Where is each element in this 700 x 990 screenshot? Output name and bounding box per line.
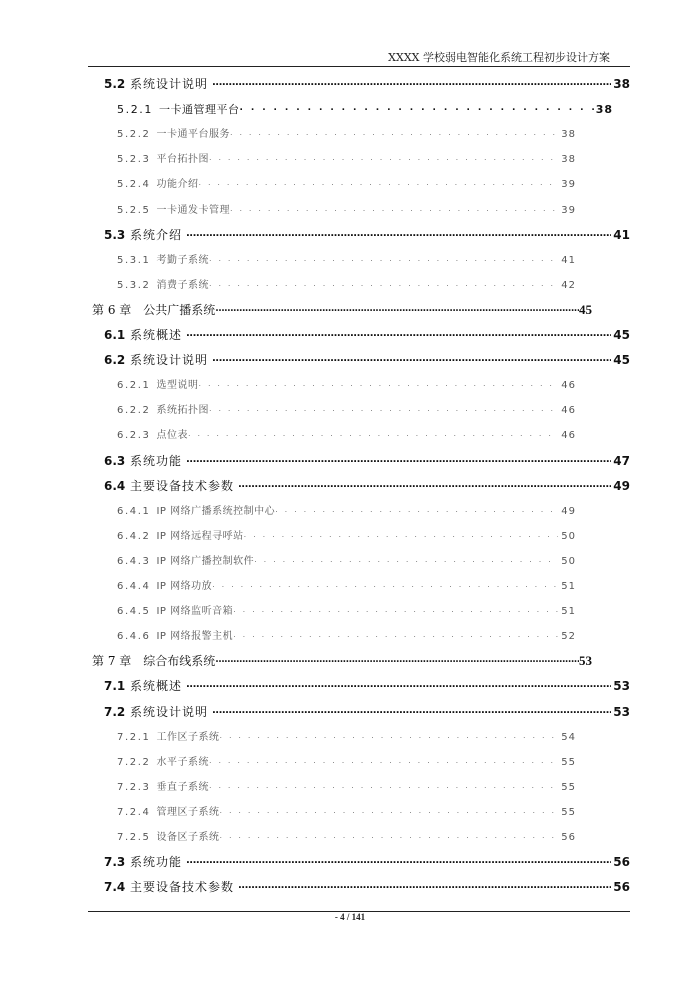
toc-dot-leader <box>244 528 558 542</box>
toc-entry-title: 选型说明 <box>156 380 199 392</box>
toc-dot-leader <box>215 653 579 667</box>
toc-entry-number: 5.3.1 <box>117 254 151 266</box>
toc-entry[interactable] <box>117 547 576 567</box>
toc-dot-leader <box>238 879 611 893</box>
toc-entry-page: 50 <box>561 530 576 542</box>
toc-entry-page: 39 <box>561 179 576 191</box>
toc-dot-leader <box>198 377 558 391</box>
toc-entry-title: 系统设计说明 <box>130 704 209 719</box>
toc-entry[interactable] <box>117 396 576 416</box>
toc-entry-title: 公共广播系统 <box>143 302 216 317</box>
toc-entry-page: 38 <box>595 103 613 117</box>
toc-entry-page: 38 <box>613 77 630 91</box>
toc-entry[interactable] <box>117 145 576 165</box>
toc-dot-leader <box>212 578 558 592</box>
toc-entry-number: 6.4.5 <box>117 606 151 618</box>
toc-entry-page: 41 <box>561 254 576 266</box>
toc-entry-number: 6.2 <box>104 353 126 368</box>
toc-entry-page: 56 <box>613 855 630 870</box>
toc-entry-title: IP 网络功放 <box>156 581 213 592</box>
toc-entry-number: 6.2.2 <box>117 405 151 417</box>
toc-entry-title: 系统概述 <box>130 328 183 342</box>
toc-entry-page: 47 <box>613 453 630 468</box>
toc-entry-title: 一卡通发卡管理 <box>156 204 230 216</box>
toc-entry-number: 7.4 <box>104 880 126 895</box>
toc-dot-leader <box>209 754 558 768</box>
toc-entry[interactable] <box>117 371 576 391</box>
toc-entry-number: 5.3.2 <box>117 279 151 291</box>
toc-entry-number: 5.2.2 <box>117 129 151 141</box>
toc-entry-number: 7.2.5 <box>117 832 151 843</box>
toc-dot-leader <box>215 302 579 316</box>
toc-entry[interactable] <box>117 522 576 542</box>
toc-entry[interactable] <box>117 246 576 266</box>
toc-dot-leader <box>230 126 558 140</box>
toc-entry-title: 平台拓扑图 <box>156 154 209 166</box>
toc-entry-number: 5.2.3 <box>117 154 151 166</box>
toc-entry-page: 55 <box>561 781 576 793</box>
toc-entry-number: 6.4.6 <box>117 631 151 643</box>
toc-entry-number: 6.3 <box>104 453 126 468</box>
toc-dot-leader <box>219 829 558 843</box>
toc-entry-title: 管理区子系统 <box>156 806 220 818</box>
toc-entry-number: 6.4 <box>104 478 126 493</box>
toc-entry[interactable] <box>104 221 630 241</box>
toc-dot-leader <box>240 101 596 115</box>
toc-entry-title: 水平子系统 <box>156 756 209 768</box>
toc-entry-title: 主要设备技术参数 <box>130 880 235 895</box>
toc-entry-page: 46 <box>561 380 576 392</box>
toc-entry-title: 考勤子系统 <box>156 254 209 266</box>
toc-entry-page: 55 <box>561 806 576 818</box>
toc-dot-leader <box>186 854 611 868</box>
toc-entry-number: 7.2.3 <box>117 781 151 793</box>
toc-dot-leader <box>209 402 558 416</box>
toc-dot-leader <box>209 252 558 266</box>
toc-entry[interactable] <box>104 672 630 692</box>
toc-entry[interactable] <box>117 170 576 190</box>
toc-entry-number: 5.2.5 <box>117 204 151 216</box>
toc-entry-page: 55 <box>561 756 576 768</box>
toc-dot-leader <box>233 603 558 617</box>
toc-entry-page: 52 <box>561 631 576 643</box>
toc-dot-leader <box>275 503 558 517</box>
toc-entry-number: 7.1 <box>104 679 126 694</box>
toc-dot-leader <box>212 352 611 366</box>
toc-dot-leader <box>198 176 558 190</box>
toc-entry-page: 51 <box>561 581 576 592</box>
toc-entry[interactable] <box>104 698 630 718</box>
toc-entry-title: IP 网络监听音箱 <box>156 606 234 618</box>
toc-entry-title: 系统功能 <box>130 453 183 468</box>
toc-entry-page: 38 <box>561 129 576 141</box>
toc-dot-leader <box>209 277 558 291</box>
toc-dot-leader <box>186 453 611 467</box>
toc-entry[interactable] <box>92 296 592 316</box>
toc-entry-page: 56 <box>613 880 630 895</box>
toc-entry[interactable] <box>117 271 576 291</box>
toc-dot-leader <box>186 227 611 241</box>
toc-entry[interactable] <box>117 95 613 115</box>
toc-dot-leader <box>230 202 558 216</box>
toc-dot-leader <box>238 478 611 492</box>
toc-dot-leader <box>233 628 558 642</box>
toc-dot-leader <box>212 76 611 90</box>
toc-entry-number: 5.2.1 <box>117 103 153 117</box>
header-rule <box>88 66 630 67</box>
toc-dot-leader <box>186 327 611 341</box>
toc-entry-page: 53 <box>613 679 630 694</box>
toc-entry-number: 6.4.4 <box>117 581 151 592</box>
toc-entry[interactable] <box>104 447 630 467</box>
toc-dot-leader <box>219 804 558 818</box>
toc-entry-page: 46 <box>561 405 576 417</box>
toc-dot-leader <box>209 151 558 165</box>
toc-entry[interactable] <box>104 346 630 366</box>
toc-entry[interactable] <box>117 723 576 743</box>
toc-entry-page: 41 <box>613 227 630 242</box>
toc-entry-title: 功能介绍 <box>156 179 199 191</box>
toc-entry-title: 系统概述 <box>130 679 183 694</box>
toc-entry-title: IP 网络报警主机 <box>156 631 234 643</box>
page-number: - 4 / 141 <box>334 912 366 922</box>
toc-entry[interactable] <box>117 120 576 140</box>
toc-entry[interactable] <box>117 497 576 517</box>
toc-entry-title: 系统功能 <box>130 855 183 870</box>
toc-entry-page: 50 <box>561 555 576 567</box>
toc-entry-number: 第 6 章 <box>92 302 132 317</box>
toc-entry-page: 53 <box>579 653 592 669</box>
toc-entry-number: 7.3 <box>104 855 126 870</box>
toc-entry-page: 38 <box>561 154 576 166</box>
toc-dot-leader <box>186 678 611 692</box>
toc-entry[interactable] <box>117 748 576 768</box>
toc-entry[interactable] <box>104 70 630 90</box>
toc-entry-number: 7.2.4 <box>117 806 151 818</box>
toc-entry-page: 49 <box>613 478 630 493</box>
toc-entry[interactable] <box>104 472 630 492</box>
toc-entry-number: 6.4.2 <box>117 530 151 542</box>
toc-entry[interactable] <box>117 773 576 793</box>
toc-entry-page: 49 <box>561 505 576 517</box>
toc-entry-page: 51 <box>561 606 576 618</box>
toc-entry-title: 主要设备技术参数 <box>130 478 235 493</box>
toc-entry-number: 7.2 <box>104 704 126 719</box>
toc-entry-number: 5.2 <box>104 77 126 91</box>
toc-entry[interactable] <box>117 823 576 843</box>
toc-dot-leader <box>188 427 558 441</box>
toc-entry-page: 45 <box>579 301 592 317</box>
toc-entry-title: 设备区子系统 <box>156 832 220 843</box>
toc-entry-title: 点位表 <box>156 430 188 442</box>
toc-entry-page: 56 <box>561 832 576 843</box>
toc-dot-leader <box>254 553 558 567</box>
toc-entry-page: 53 <box>613 704 630 719</box>
toc-entry[interactable] <box>104 848 630 868</box>
toc-entry-number: 6.1 <box>104 328 126 342</box>
toc-entry[interactable] <box>117 597 576 617</box>
toc-entry-title: 综合布线系统 <box>143 654 216 669</box>
toc-entry-page: 54 <box>561 731 576 743</box>
toc-entry-title: 垂直子系统 <box>156 781 209 793</box>
toc-entry-title: 一卡通管理平台 <box>159 103 240 117</box>
toc-dot-leader <box>219 729 558 743</box>
toc-entry-number: 6.4.1 <box>117 505 151 517</box>
toc-entry-title: 系统介绍 <box>130 227 183 242</box>
toc-entry-number: 6.4.3 <box>117 555 151 567</box>
toc-entry-title: IP 网络广播系统控制中心 <box>156 505 276 517</box>
toc-entry-page: 39 <box>561 204 576 216</box>
toc-entry[interactable] <box>117 196 576 216</box>
toc-dot-leader <box>212 704 611 718</box>
toc-entry-title: 系统设计说明 <box>130 77 209 91</box>
toc-entry-number: 7.2.1 <box>117 731 151 743</box>
toc-entry[interactable] <box>117 798 576 818</box>
toc-entry-page: 45 <box>613 353 630 368</box>
toc-entry-title: 系统拓扑图 <box>156 405 209 417</box>
toc-entry[interactable] <box>104 321 630 341</box>
toc-entry-number: 第 7 章 <box>92 654 132 669</box>
toc-entry-title: IP 网络广播控制软件 <box>156 555 255 567</box>
toc-entry[interactable] <box>117 572 576 592</box>
toc-entry-number: 7.2.2 <box>117 756 151 768</box>
toc-entry[interactable] <box>104 873 630 893</box>
toc-entry-number: 5.2.4 <box>117 179 151 191</box>
toc-entry-page: 45 <box>613 328 630 342</box>
toc-entry-number: 6.2.3 <box>117 430 151 442</box>
toc-entry-number: 5.3 <box>104 227 126 242</box>
page-header-title: XXXX 学校弱电智能化系统工程初步设计方案 <box>388 51 610 64</box>
toc-entry-title: 一卡通平台服务 <box>156 129 230 141</box>
toc-entry-title: 系统设计说明 <box>130 353 209 368</box>
toc-entry[interactable] <box>117 622 576 642</box>
toc-entry-title: 工作区子系统 <box>156 731 220 743</box>
toc-entry[interactable] <box>117 421 576 441</box>
toc-entry-page: 46 <box>561 430 576 442</box>
toc-entry-number: 6.2.1 <box>117 380 151 392</box>
toc-entry[interactable] <box>92 647 592 667</box>
toc-entry-page: 42 <box>561 279 576 291</box>
toc-entry-title: 消费子系统 <box>156 279 209 291</box>
toc-dot-leader <box>209 779 558 793</box>
toc-entry-title: IP 网络远程寻呼站 <box>156 530 244 542</box>
